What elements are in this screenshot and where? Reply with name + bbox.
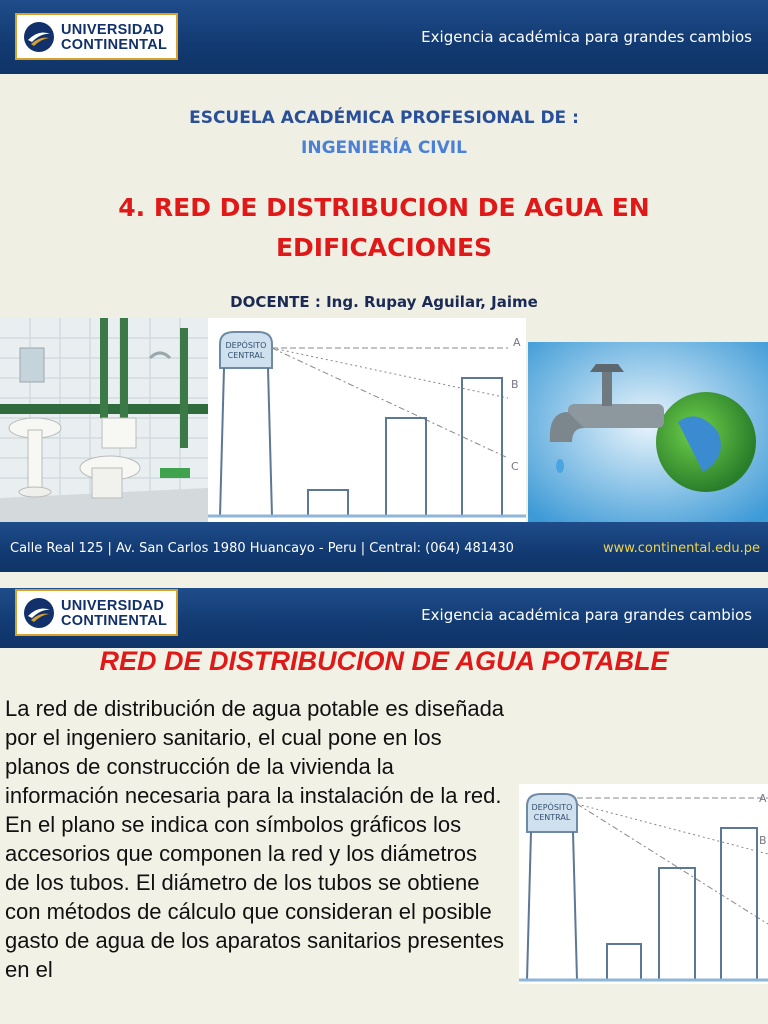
tank-label-1: DEPÓSITO — [531, 803, 573, 812]
footer-address: Calle Real 125 | Av. San Carlos 1980 Huancayo - Peru | Central: (064) 481430 — [10, 541, 514, 556]
tagline-2: Exigencia académica para grandes cambios — [421, 606, 752, 624]
footer-website: www.continental.edu.pe — [602, 541, 760, 556]
level-b-label: B — [759, 834, 767, 847]
faucet-globe-image — [528, 342, 768, 522]
teacher-line: DOCENTE : Ing. Rupay Aguilar, Jaime — [230, 293, 538, 311]
tank-label-2: CENTRAL — [227, 351, 265, 360]
logo-line-1: UNIVERSIDAD — [61, 22, 165, 38]
footer-band — [0, 522, 768, 572]
body-paragraph-1: La red de distribución de agua potable es diseñada por el ingeniero sanitario, el cual pone en los planos de construcción de la vivienda la información necesaria para la instalación de la red. — [5, 696, 505, 808]
header-band — [0, 0, 768, 74]
slide-2-title: RED DE DISTRIBUCION DE AGUA POTABLE — [99, 646, 669, 676]
logo-line-2: CONTINENTAL — [61, 37, 168, 53]
logo-text — [61, 23, 167, 53]
body-paragraph-2: En el plano se indica con símbolos gráficos los accesorios que componen la red y los diámetros de los tubos. El diámetro de los tubos se obtiene con métodos de cálculo que consideran el posible gasto de agua de los aparatos sanitarios presentes en el — [5, 812, 504, 982]
slide-title: 4. RED DE DISTRIBUCION DE AGUA EN EDIFICACIONES — [118, 193, 650, 262]
tank-label-1: DEPÓSITO — [225, 341, 267, 350]
tagline: Exigencia académica para grandes cambios — [421, 28, 752, 46]
career-heading: INGENIERÍA CIVIL — [301, 138, 467, 158]
slide-2-body — [5, 694, 505, 984]
level-c-label: C — [511, 460, 519, 473]
university-logo-2 — [15, 589, 178, 636]
logo-line-2: CONTINENTAL — [61, 613, 168, 629]
tank-label-2: CENTRAL — [533, 813, 571, 822]
header-band-2 — [0, 588, 768, 648]
water-distribution-diagram — [208, 318, 526, 522]
bathroom-plumbing-image — [0, 318, 208, 522]
university-emblem-icon — [23, 21, 55, 53]
level-a-label: A — [759, 792, 767, 805]
logo-text-2 — [61, 599, 167, 629]
logo-line-1: UNIVERSIDAD — [61, 598, 165, 614]
university-emblem-icon — [23, 597, 55, 629]
water-distribution-diagram-2 — [519, 784, 768, 984]
level-a-label: A — [513, 336, 521, 349]
slide-2 — [0, 572, 768, 1024]
university-logo — [15, 13, 178, 60]
school-heading: ESCUELA ACADÉMICA PROFESIONAL DE : — [189, 108, 579, 128]
level-b-label: B — [511, 378, 519, 391]
